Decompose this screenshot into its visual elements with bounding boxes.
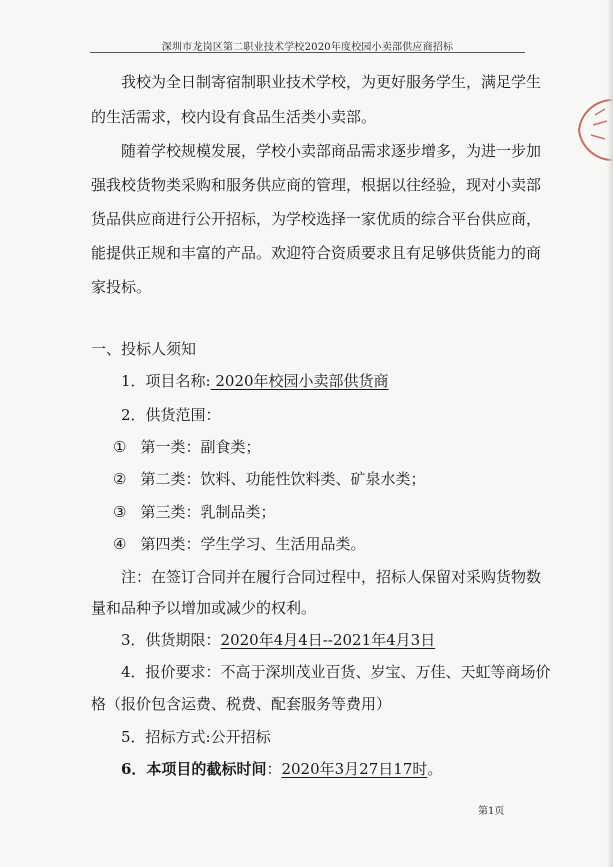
category-3 — [113, 502, 275, 522]
page-header: 深圳市龙岗区第二职业技术学校2020年度校园小卖部供应商招标 — [161, 42, 454, 53]
item1-value: 2020年校园小卖部供货商 — [210, 372, 389, 390]
header-rule — [90, 52, 525, 53]
scan-edge-shadow — [607, 0, 613, 867]
stamp-partial-icon — [565, 95, 613, 165]
intro-p2-line1: 随着学校规模发展，学校小卖部商品需求逐步增多，为进一步加 — [121, 142, 542, 160]
category-1 — [113, 437, 260, 457]
category-1-text: 第一类：副食类； — [140, 438, 261, 456]
item2-label: 2．供货范围： — [121, 406, 221, 424]
item6-label: 6．本项目的截标时间 — [121, 760, 267, 778]
category-3-text: 第三类：乳制品类； — [140, 503, 276, 521]
item3-value: 2020年4月4日--2021年4月3日 — [220, 631, 436, 649]
item6-colon: ： — [266, 760, 282, 778]
note-line2: 量和品种予以增加或减少的权利。 — [91, 599, 317, 617]
category-2 — [113, 469, 425, 489]
page-number: 第1页 — [478, 806, 505, 817]
item4-line2: 格（报价包含运费、税费、配套服务等费用） — [91, 695, 392, 713]
category-2-num: ② — [113, 470, 127, 488]
category-3-num: ③ — [113, 503, 127, 521]
item5: 5．招标方式:公开招标 — [121, 728, 271, 746]
category-4-num: ④ — [113, 535, 127, 553]
item1 — [121, 371, 389, 391]
note-line1: 注：在签订合同并在履行合同过程中，招标人保留对采购货物数 — [121, 568, 542, 586]
section-heading: 一、投标人须知 — [91, 340, 197, 358]
category-4-text: 第四类：学生学习、生活用品类。 — [140, 535, 366, 553]
item6-value: 2020年3月27日17时 — [281, 760, 428, 778]
item3-label: 3．供货期限： — [121, 631, 221, 649]
item1-label: 1．项目名称: — [121, 372, 211, 390]
category-1-num: ① — [113, 438, 127, 456]
intro-p2-line2: 强我校货物类采购和服务供应商的管理，根据以往经验，现对小卖部 — [91, 176, 542, 194]
item6 — [121, 759, 442, 779]
category-2-text: 第二类：饮料、功能性饮料类、矿泉水类； — [140, 470, 426, 488]
item3 — [121, 630, 435, 650]
item6-end: 。 — [427, 760, 443, 778]
intro-p1-line1: 我校为全日制寄宿制职业技术学校，为更好服务学生，满足学生 — [121, 73, 542, 91]
intro-p2-line3: 货品供应商进行公开招标，为学校选择一家优质的综合平台供应商， — [91, 210, 542, 228]
item4-line1: 4．报价要求：不高于深圳茂业百货、岁宝、万佳、天虹等商场价 — [121, 663, 551, 681]
intro-p2-line5: 家投标。 — [91, 278, 152, 296]
category-4 — [113, 534, 365, 554]
intro-p1-line2: 的生活需求，校内设有食品生活类小卖部。 — [91, 108, 377, 126]
intro-p2-line4: 能提供正规和丰富的产品。欢迎符合资质要求且有足够供货能力的商 — [91, 244, 542, 262]
